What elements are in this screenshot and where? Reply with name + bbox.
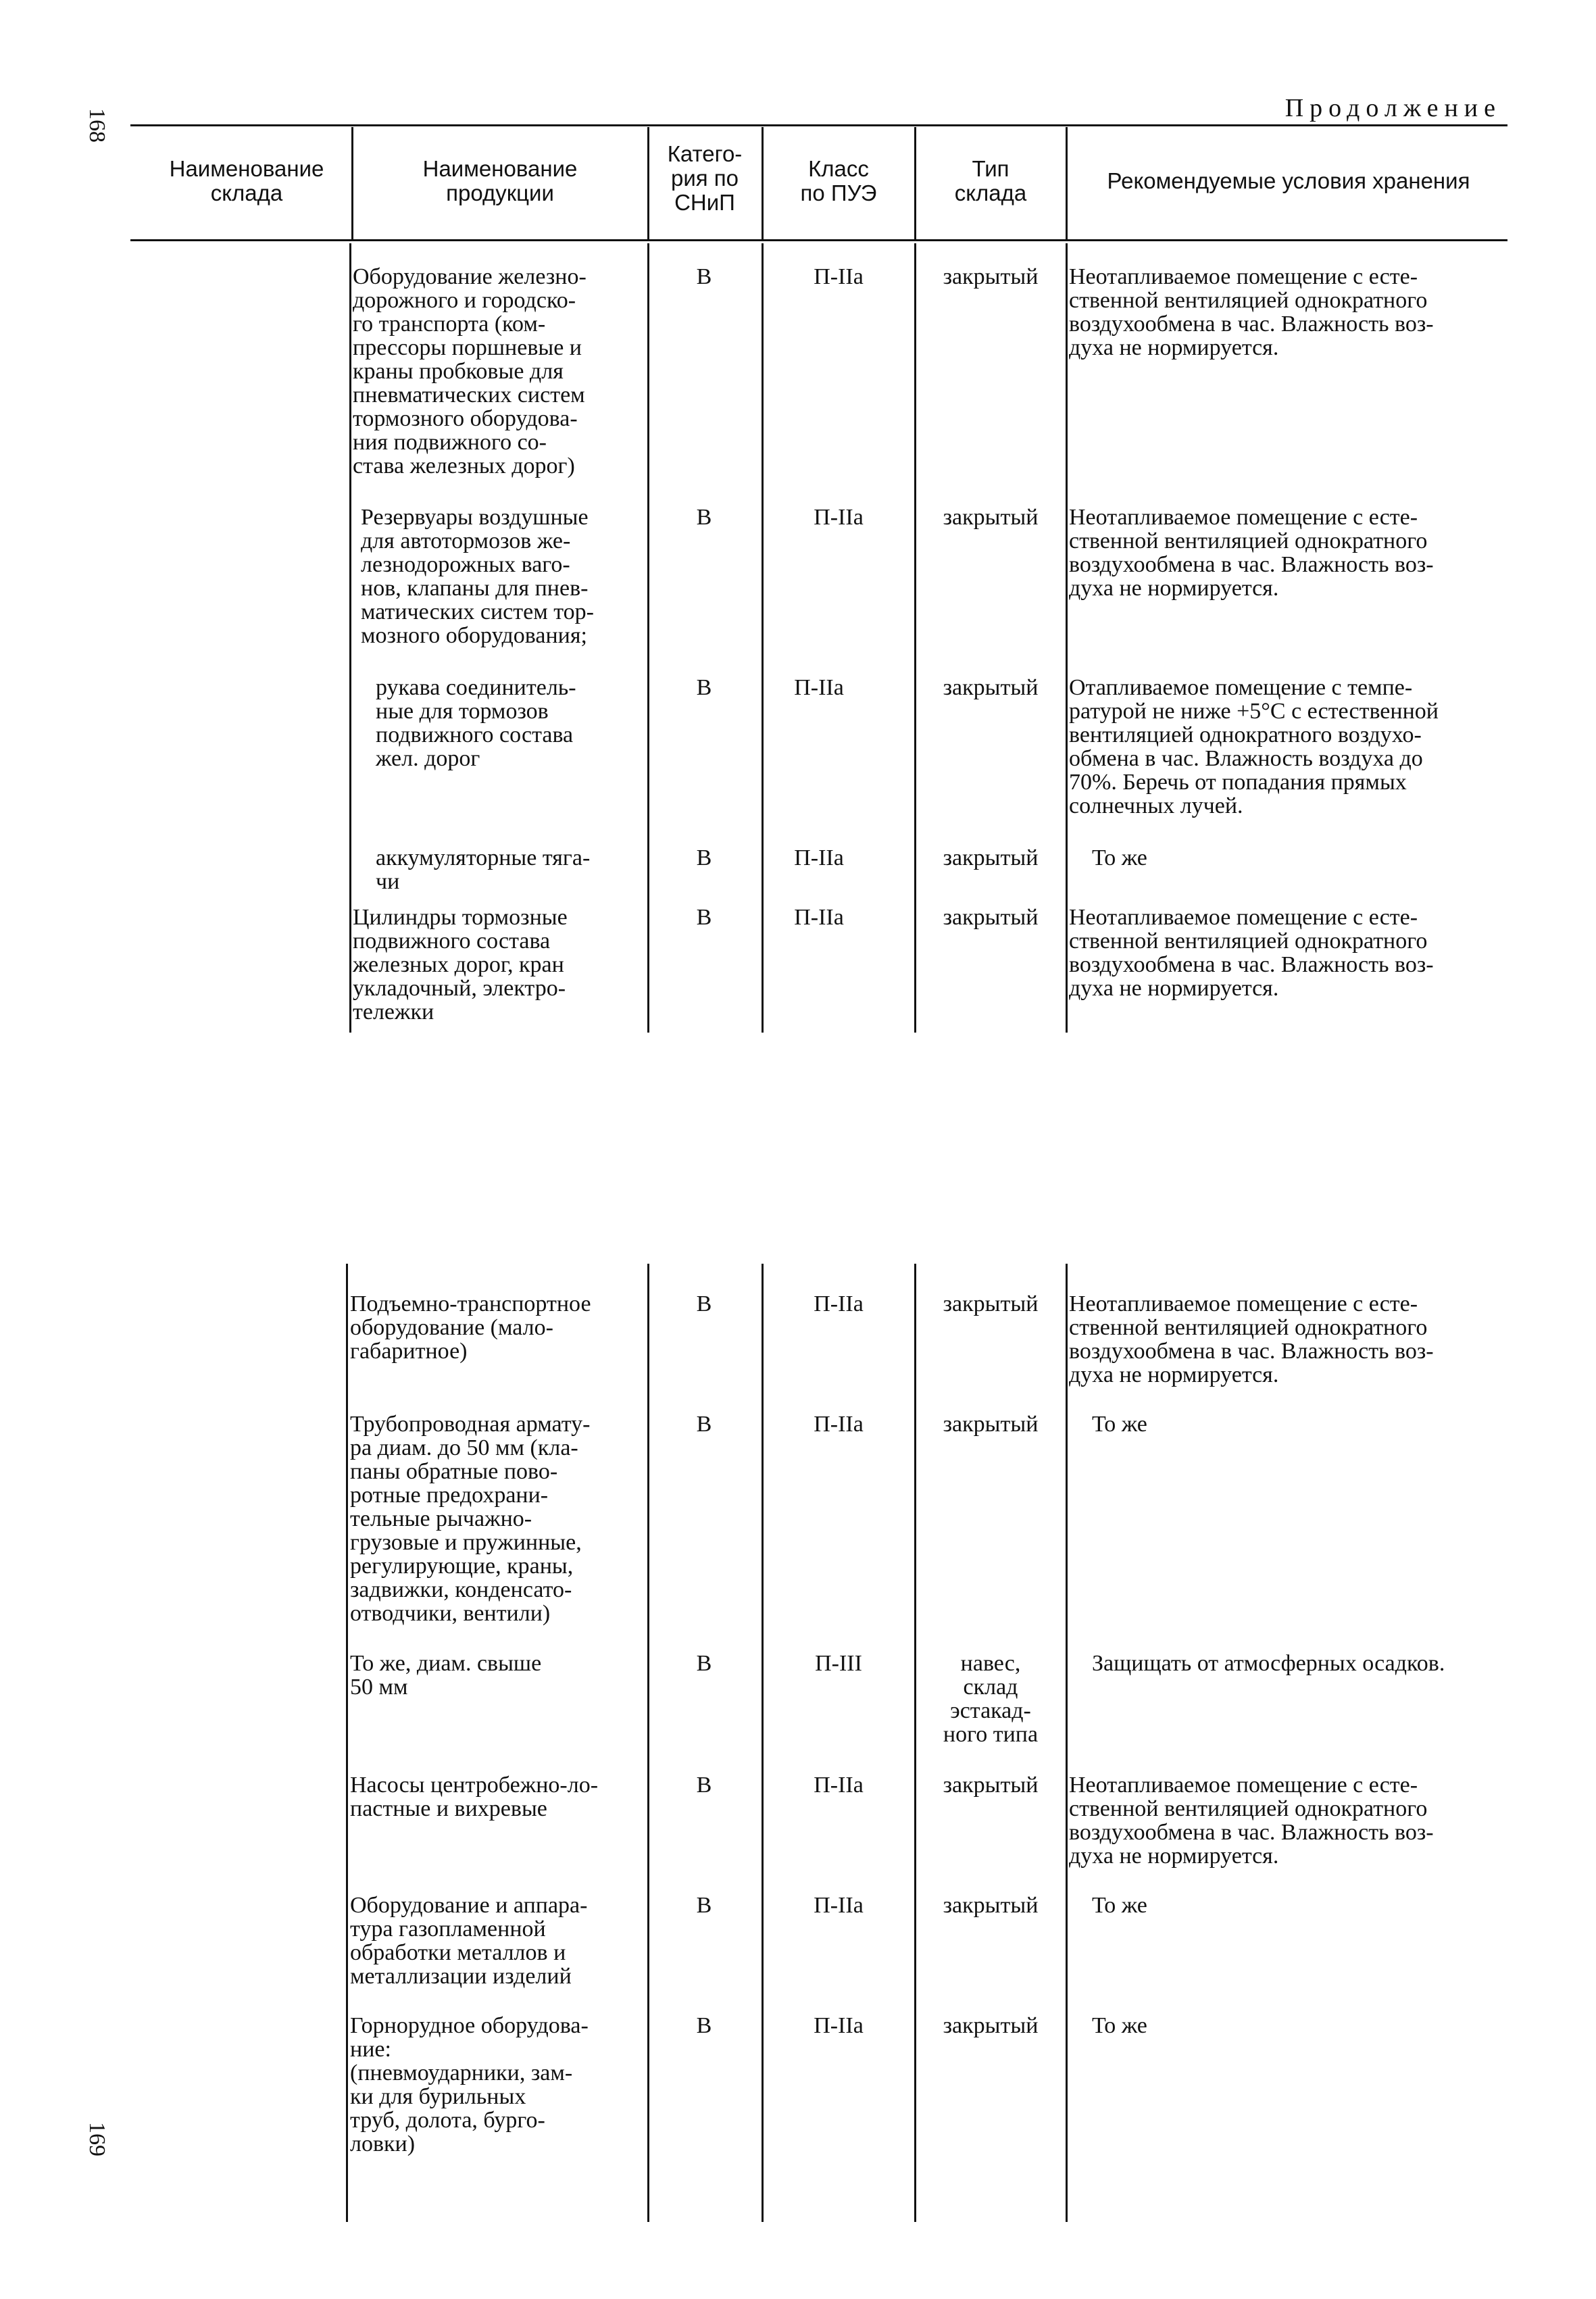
col-divider (762, 127, 764, 239)
row-product: Трубопроводная армату- ра диам. до 50 мм (кла- паны обратные пово- ротные предохрани- тельные рычажно- грузовые и пружинные, регулирующие, краны, задвижки, конденсато- отводчики, вентили) (350, 1412, 591, 1626)
row-type: навес, склад эстакад- ного типа (943, 1651, 1039, 1747)
row-class: П-IIа (814, 505, 864, 530)
row-product: Резервуары воздушные для автотормозов же- лезнодорожных ваго- нов, клапаны для пнев- матических систем тор- мозного оборудования; (361, 505, 594, 648)
col-divider (346, 1264, 348, 2222)
col-divider (1066, 127, 1068, 239)
row-class: П-IIа (814, 1773, 864, 1798)
row-conditions: Неотапливаемое помещение с есте- ственной вентиляцией однократного воздухообмена в час. Влажность воз- духа не нормируется. (1069, 905, 1434, 1001)
row-conditions: Неотапливаемое помещение с есте- ственной вентиляцией однократного воздухообмена в час. Влажность воз- духа не нормируется. (1069, 505, 1434, 601)
row-product: аккумуляторные тяга- чи (376, 845, 591, 894)
row-conditions: Неотапливаемое помещение с есте- ственной вентиляцией однократного воздухообмена в час. Влажность воз- духа не нормируется. (1069, 1291, 1434, 1387)
row-conditions: Неотапливаемое помещение с есте- ственной вентиляцией однократного воздухообмена в час. Влажность воз- духа не нормируется. (1069, 1773, 1434, 1869)
page-number-left: 168 (84, 108, 109, 143)
row-category: В (696, 1412, 712, 1437)
row-product: То же, диам. свыше 50 мм (350, 1651, 542, 1700)
col-divider (351, 127, 353, 239)
row-conditions: То же (1092, 845, 1147, 870)
row-type: закрытый (943, 845, 1039, 870)
col-divider (914, 243, 916, 1033)
row-class: П-III (815, 1651, 862, 1676)
row-category: В (696, 1773, 712, 1798)
row-type: закрытый (943, 1893, 1039, 1918)
col-divider (762, 243, 764, 1033)
row-class: П-IIа (814, 1893, 864, 1918)
table-top-rule (130, 124, 1507, 126)
row-class: П-IIа (814, 2013, 864, 2038)
header-bottom-rule (130, 239, 1507, 241)
row-type: закрытый (943, 675, 1039, 700)
row-class: П-IIа (814, 1291, 864, 1316)
row-category: В (696, 1651, 712, 1676)
row-type: закрытый (943, 1291, 1039, 1316)
row-product: Оборудование железно- дорожного и городско- го транспорта (ком- прессоры поршневые и краны пробковые для пневматических систем тормозного оборудова- ния подвижного со- става железных дорог) (353, 264, 587, 478)
row-product: рукава соединитель- ные для тормозов подвижного состава жел. дорог (376, 675, 576, 771)
header-class: Класс по ПУЭ (800, 156, 877, 205)
row-category: В (696, 2013, 712, 2038)
header-conditions: Рекомендуемые условия хранения (1107, 168, 1470, 193)
row-type: закрытый (943, 1773, 1039, 1798)
row-category: В (696, 505, 712, 530)
row-category: В (696, 675, 712, 700)
row-type: закрытый (943, 505, 1039, 530)
row-class: П-IIа (794, 905, 844, 930)
row-category: В (696, 905, 712, 930)
col-divider (647, 127, 649, 239)
row-class: П-IIа (814, 1412, 864, 1437)
row-product: Подъемно-транспортное оборудование (мало- габаритное) (350, 1291, 591, 1364)
row-type: закрытый (943, 905, 1039, 930)
row-type: закрытый (943, 1412, 1039, 1437)
row-conditions: Защищать от атмосферных осадков. (1092, 1651, 1445, 1676)
header-type: Тип склада (954, 156, 1027, 205)
row-category: В (696, 1893, 712, 1918)
col-divider (349, 243, 351, 1033)
row-conditions: То же (1092, 1893, 1147, 1918)
col-divider (914, 127, 916, 239)
row-category: В (696, 1291, 712, 1316)
row-class: П-IIа (814, 264, 864, 289)
row-conditions: Отапливаемое помещение с темпе- ратурой не ниже +5°С с естественной вентиляцией однократного воздухо- обмена в час. Влажность воздуха до 70%. Беречь от попадания прямых солнечных лучей. (1069, 675, 1439, 818)
col-divider (647, 243, 649, 1033)
row-class: П-IIа (794, 845, 844, 870)
col-divider (647, 1264, 649, 2222)
header-product-name: Наименование продукции (422, 156, 578, 205)
row-class: П-IIа (794, 675, 844, 700)
row-product: Цилиндры тормозные подвижного состава железных дорог, кран укладочный, электро- тележки (353, 905, 568, 1024)
col-divider (1066, 1264, 1068, 2222)
row-category: В (696, 845, 712, 870)
row-product: Насосы центробежно-ло- пастные и вихревые (350, 1773, 599, 1821)
header-category: Катего- рия по СНиП (667, 141, 743, 215)
row-type: закрытый (943, 264, 1039, 289)
continuation-label: Продолжение (1285, 94, 1501, 122)
col-divider (1066, 243, 1068, 1033)
col-divider (762, 1264, 764, 2222)
row-type: закрытый (943, 2013, 1039, 2038)
page-number-right: 169 (84, 2122, 109, 2156)
header-warehouse-name: Наименование склада (169, 156, 324, 205)
col-divider (914, 1264, 916, 2222)
row-product: Горнорудное оборудова- ние: (пневмоударники, зам- ки для бурильных труб, долота, бурго- ловки) (350, 2013, 589, 2156)
row-conditions: Неотапливаемое помещение с есте- ственной вентиляцией однократного воздухообмена в час. Влажность воз- духа не нормируется. (1069, 264, 1434, 360)
row-conditions: То же (1092, 1412, 1147, 1437)
row-product: Оборудование и аппара- тура газопламенной обработки металлов и металлизации изделий (350, 1893, 588, 1989)
row-conditions: То же (1092, 2013, 1147, 2038)
row-category: В (696, 264, 712, 289)
